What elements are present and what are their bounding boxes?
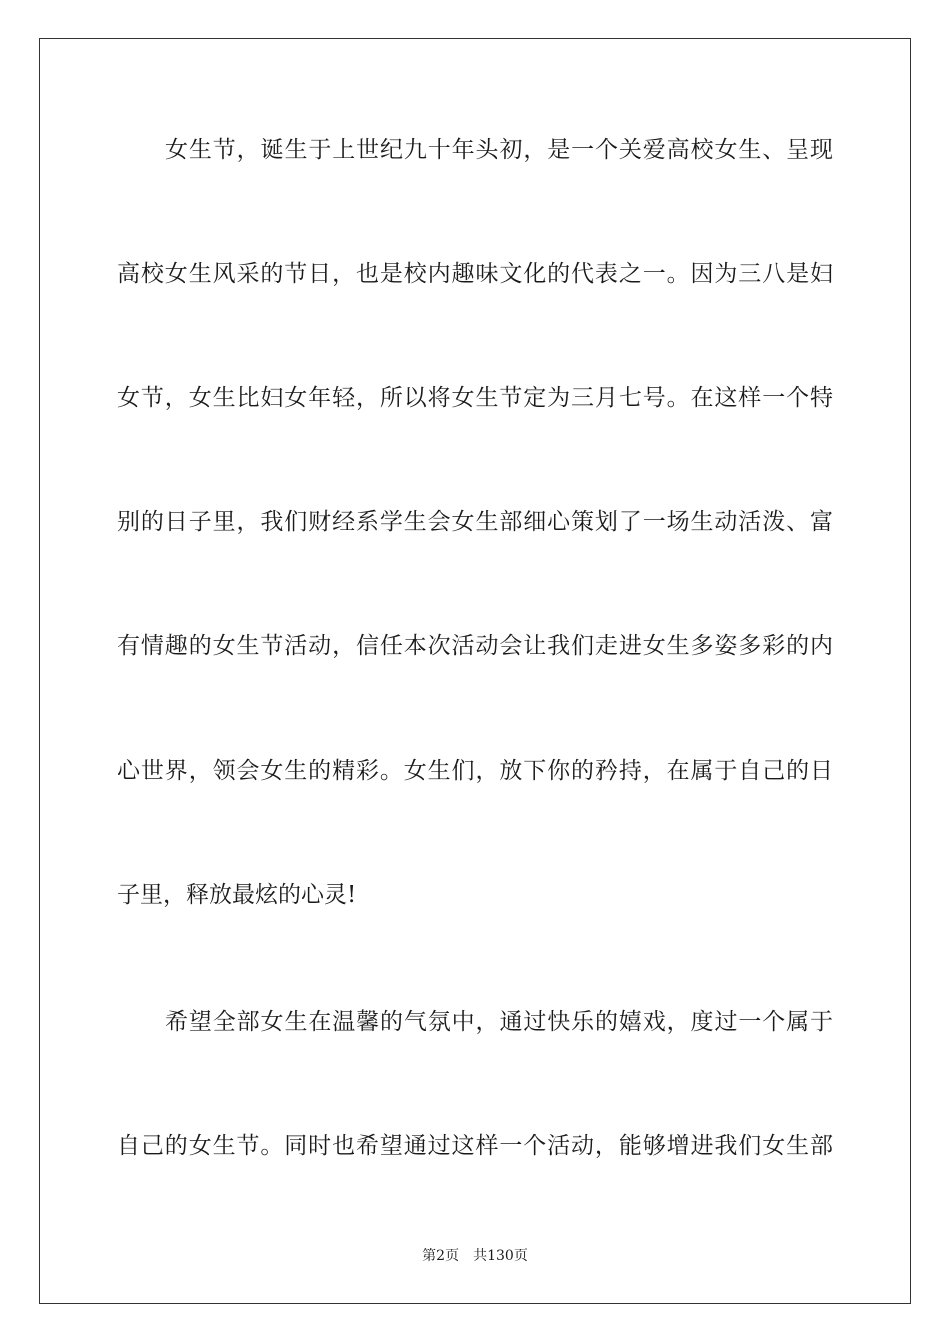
paragraph-2-line-2: 自己的女生节。同时也希望通过这样一个活动，能够增进我们女生部 <box>117 1133 833 1159</box>
paragraph-1-line-1: 女生节，诞生于上世纪九十年头初，是一个关爱高校女生、呈现 <box>165 137 833 163</box>
paragraph-1-line-5: 有情趣的女生节活动，信任本次活动会让我们走进女生多姿多彩的内 <box>117 633 833 659</box>
paragraph-1-line-7: 子里，释放最炫的心灵! <box>117 882 357 908</box>
page-number: 第2页 <box>422 1248 460 1264</box>
paragraph-1-line-3: 女节，女生比妇女年轻，所以将女生节定为三月七号。在这样一个特 <box>117 385 833 411</box>
paragraph-1-line-6: 心世界，领会女生的精彩。女生们，放下你的矜持，在属于自己的日 <box>117 758 833 784</box>
paragraph-1-line-4: 别的日子里，我们财经系学生会女生部细心策划了一场生动活泼、富 <box>117 509 833 535</box>
page-border <box>39 38 911 1304</box>
page-total: 共130页 <box>473 1248 528 1264</box>
paragraph-1-line-2: 高校女生风采的节日，也是校内趣味文化的代表之一。因为三八是妇 <box>117 261 833 287</box>
paragraph-2-line-1: 希望全部女生在温馨的气氛中，通过快乐的嬉戏，度过一个属于 <box>165 1009 833 1035</box>
page-footer <box>0 1246 950 1266</box>
